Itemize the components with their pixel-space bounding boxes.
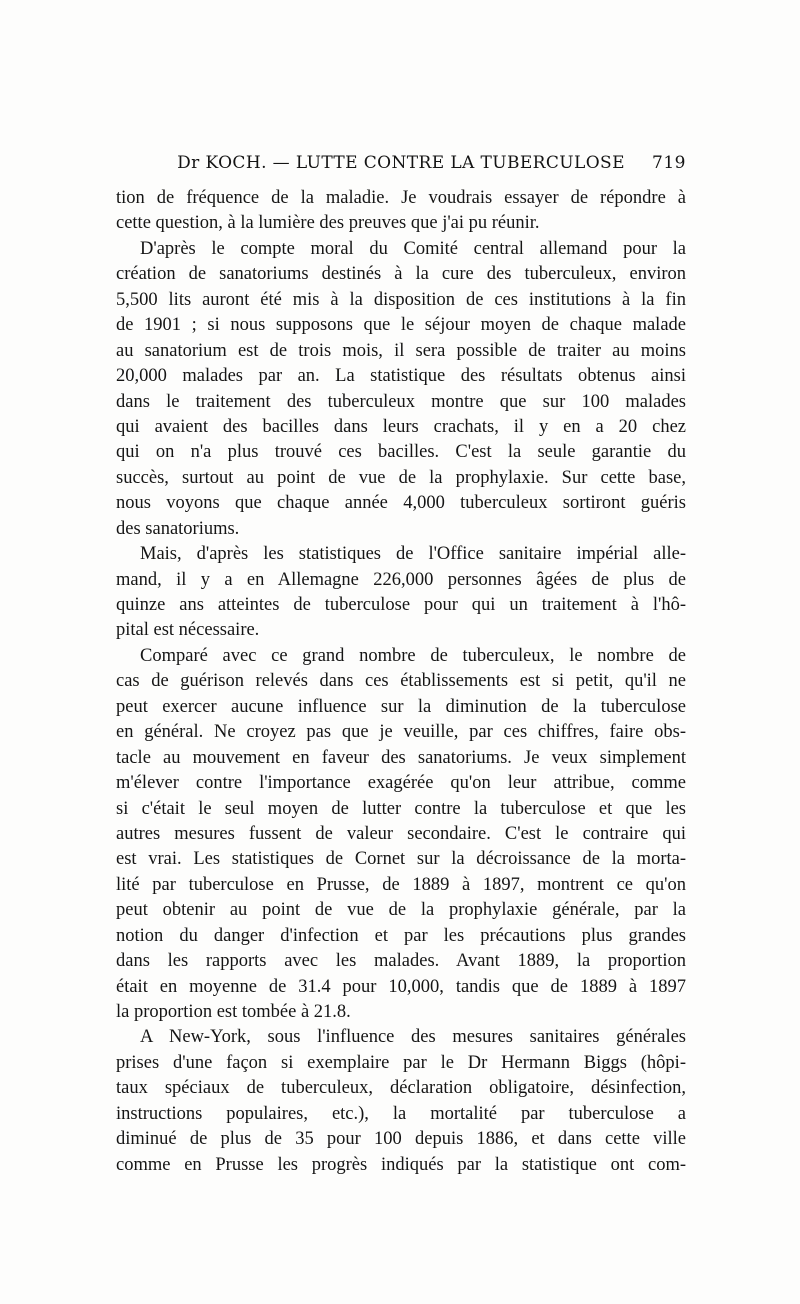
text-line: dans le traitement des tuberculeux montre que sur 100 malades <box>116 391 686 412</box>
text-line: notion du danger d'infection et par les précautions plus grandes <box>116 925 686 946</box>
text-line: cette question, à la lumière des preuves que j'ai pu réunir. <box>116 213 540 234</box>
page-number: 719 <box>652 153 686 173</box>
text-line: m'élever contre l'importance exagérée qu'on leur attribue, comme <box>116 773 686 794</box>
text-line: 20,000 malades par an. La statistique des résultats obtenus ainsi <box>116 366 686 387</box>
text-line: création de sanatoriums destinés à la cure des tuberculeux, environ <box>116 264 686 285</box>
running-title: Dr KOCH. — LUTTE CONTRE LA TUBERCULOSE <box>177 153 625 173</box>
text-line: qui on n'a plus trouvé ces bacilles. C'est la seule garantie du <box>116 442 686 463</box>
text-line: peut obtenir au point de vue de la prophylaxie générale, par la <box>116 900 686 921</box>
text-line: prises d'une façon si exemplaire par le Dr Hermann Biggs (hôpi- <box>116 1052 686 1073</box>
text-line: peut exercer aucune influence sur la diminution de la tuberculose <box>116 696 686 717</box>
text-line: est vrai. Les statistiques de Cornet sur la décroissance de la morta- <box>116 849 686 870</box>
text-line: dans les rapports avec les malades. Avant 1889, la proportion <box>116 951 686 972</box>
text-line: si c'était le seul moyen de lutter contre la tuberculose et que les <box>116 798 686 819</box>
text-line: était en moyenne de 31.4 pour 10,000, tandis que de 1889 à 1897 <box>116 976 686 997</box>
text-line: 5,500 lits auront été mis à la disposition de ces institutions à la fin <box>116 289 686 310</box>
text-line: instructions populaires, etc.), la mortalité par tuberculose a <box>116 1103 686 1124</box>
text-line: autres mesures fussent de valeur secondaire. C'est le contraire qui <box>116 823 686 844</box>
paragraph-start-line: A New-York, sous l'influence des mesures sanitaires générales <box>140 1027 686 1048</box>
text-line: quinze ans atteintes de tuberculose pour qui un traitement à l'hô- <box>116 595 686 615</box>
text-line: qui avaient des bacilles dans leurs crachats, il y en a 20 chez <box>116 416 686 437</box>
text-line: tacle au mouvement en faveur des sanatoriums. Je veux simplement <box>116 747 686 768</box>
text-line: pital est nécessaire. <box>116 620 260 641</box>
text-line: des sanatoriums. <box>116 518 240 539</box>
paragraph-start-line: D'après le compte moral du Comité central allemand pour la <box>140 238 686 259</box>
text-line: de 1901 ; si nous supposons que le séjour moyen de chaque malade <box>116 315 686 336</box>
text-line: nous voyons que chaque année 4,000 tuberculeux sortiront guéris <box>116 493 686 514</box>
text-line: lité par tuberculose en Prusse, de 1889 à 1897, montrent ce qu'on <box>116 874 686 895</box>
text-line: mand, il y a en Allemagne 226,000 personnes âgées de plus de <box>116 569 686 590</box>
text-line: tion de fréquence de la maladie. Je voudrais essayer de répondre à <box>116 188 686 208</box>
text-line: succès, surtout au point de vue de la prophylaxie. Sur cette base, <box>116 467 686 488</box>
text-line: en général. Ne croyez pas que je veuille, par ces chiffres, faire obs- <box>116 722 686 743</box>
running-head <box>116 153 686 181</box>
text-line: cas de guérison relevés dans ces établissements est si petit, qu'il ne <box>116 671 686 692</box>
text-line: la proportion est tombée à 21.8. <box>116 1002 351 1022</box>
body-text <box>116 186 686 1178</box>
text-line: taux spéciaux de tuberculeux, déclaration obligatoire, désinfection, <box>116 1078 686 1099</box>
text-line: au sanatorium est de trois mois, il sera possible de traiter au moins <box>116 340 686 361</box>
text-line: comme en Prusse les progrès indiqués par la statistique ont com- <box>116 1154 686 1175</box>
paragraph-start-line: Mais, d'après les statistiques de l'Office sanitaire impérial alle- <box>140 544 686 565</box>
paragraph-start-line: Comparé avec ce grand nombre de tuberculeux, le nombre de <box>140 645 686 666</box>
text-line: diminué de plus de 35 pour 100 depuis 1886, et dans cette ville <box>116 1129 686 1150</box>
